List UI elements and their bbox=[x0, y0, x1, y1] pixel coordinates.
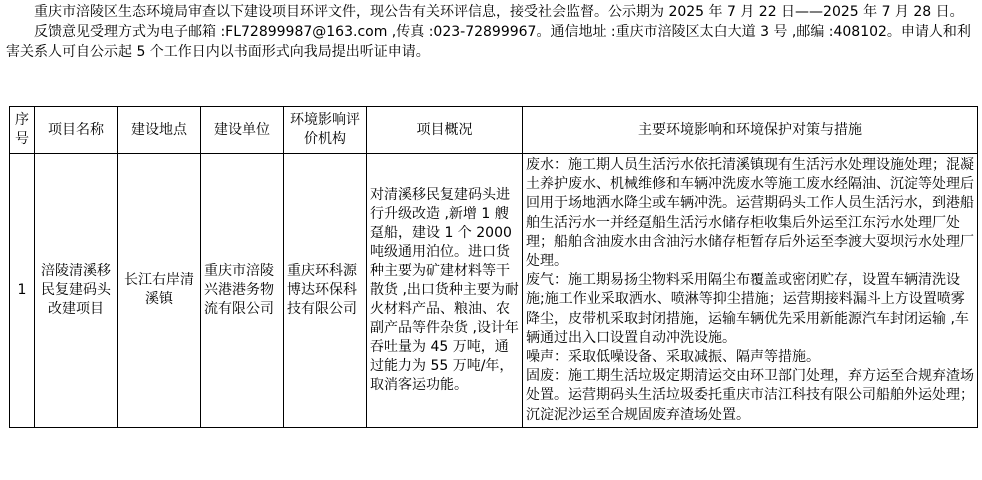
row-builder: 重庆市涪陵兴港港务物流有限公司 bbox=[201, 154, 284, 428]
measure-wastewater: 废水：施工期人员生活污水依托清溪镇现有生活污水处理设施处理；混凝土养护废水、机械维修和车辆冲洗废水等施工废水经隔油、沉淀等处理后回用于场地洒水降尘或车辆冲洗。运营期码头工作人员生活污水，到港船舶生活污水一并经趸船生活污水储存柜收集后外运至江东污水处理厂处理；船舶含油废水由含油污水储存柜暂存后外运至李渡大耍坝污水处理厂处理。 bbox=[526, 157, 974, 270]
row-measures bbox=[523, 154, 978, 428]
table-header-row bbox=[10, 107, 978, 154]
intro-paragraph-announcement: 重庆市涪陵区生态环境局审查以下建设项目环评文件，现公告有关环评信息，接受社会监督。公示期为 2025 年 7 月 22 日——2025 年 7 月 28 日。 bbox=[34, 4, 964, 20]
header-builder: 建设单位 bbox=[201, 107, 284, 154]
header-overview: 项目概况 bbox=[367, 107, 523, 154]
header-index: 序号 bbox=[10, 107, 35, 154]
row-overview: 对清溪移民复建码头进行升级改造 ,新增 1 艘趸船，建设 1 个 2000 吨级通用泊位。进口货种主要为矿建材料等干散货 ,出口货种主要为耐火材料产品、粮油、农副产品等件杂货 ,设计年吞吐量为 45 万吨，通过能力为 55 万吨/年，取消客运功能。 bbox=[367, 154, 523, 428]
measure-noise: 噪声：采取低噪设备、采取减振、隔声等措施。 bbox=[526, 349, 820, 366]
row-location: 长江右岸清溪镇 bbox=[118, 154, 201, 428]
intro-paragraph-feedback: 反馈意见受理方式为电子邮箱 :FL72899987@163.com ,传真 :023-72899967。通信地址 :重庆市涪陵区太白大道 3 号 ,邮编 :408102。申请人和利害关系人可自公示起 5 个工作日内以书面形式向我局提出听证申请。 bbox=[6, 24, 971, 60]
table-row bbox=[10, 154, 978, 428]
project-table bbox=[9, 106, 978, 428]
row-project-name: 涪陵清溪移民复建码头改建项目 bbox=[35, 154, 118, 428]
header-location: 建设地点 bbox=[118, 107, 201, 154]
header-eia-agency: 环境影响评价机构 bbox=[284, 107, 367, 154]
header-measures: 主要环境影响和环境保护对策与措施 bbox=[523, 107, 978, 154]
measure-exhaust: 废气：施工期易扬尘物料采用隔尘布覆盖或密闭贮存，设置车辆清洗设施;施工作业采取洒水、喷淋等抑尘措施；运营期接料漏斗上方设置喷雾降尘，皮带机采取封闭措施，运输车辆优先采用新能源汽车封闭运输 ,车辆通过出入口设置自动冲洗设施。 bbox=[526, 272, 969, 346]
row-index: 1 bbox=[10, 154, 35, 428]
notice-intro bbox=[6, 2, 976, 62]
row-eia-agency: 重庆环科源博达环保科技有限公司 bbox=[284, 154, 367, 428]
header-project-name: 项目名称 bbox=[35, 107, 118, 154]
measure-solid-waste: 固废：施工期生活垃圾定期清运交由环卫部门处理，弃方运至合规弃渣场处置。运营期码头生活垃圾委托重庆市洁江科技有限公司船舶外运处理；沉淀泥沙运至合规固废弃渣场处置。 bbox=[526, 368, 974, 423]
